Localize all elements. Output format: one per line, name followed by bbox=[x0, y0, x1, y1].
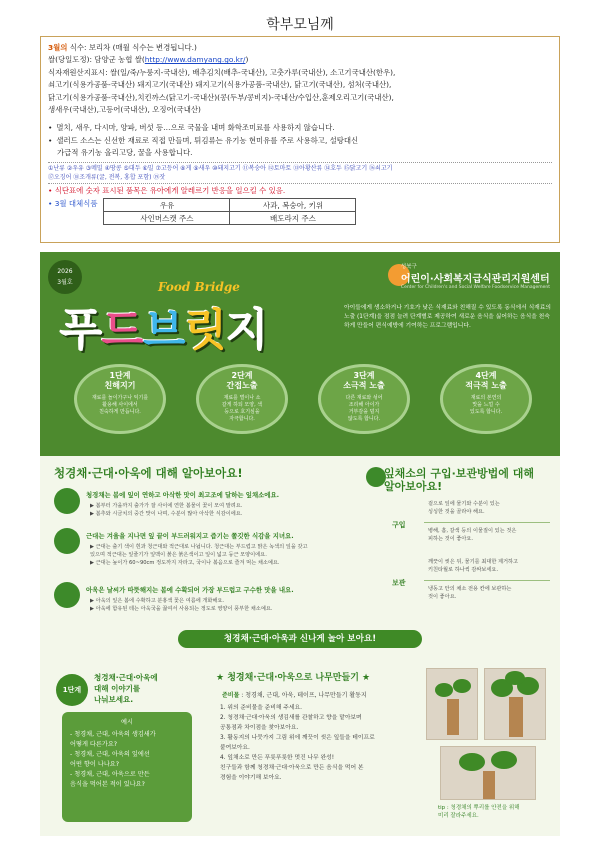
step-line: 4. 잎채소로 만든 푸릇푸릇한 멋진 나무 완성! bbox=[220, 755, 335, 761]
origin-line: 닭고기(식용가공품-국내산),치킨까스(닭고기-국내산)(콩(두부/콩비지)-국내산/수입산,훈제오리고기(국내산), bbox=[48, 92, 394, 102]
stage-card bbox=[318, 364, 410, 434]
buy-keep-title: 잎채소의 구입·보관방법에 대해 알아보아요! bbox=[384, 467, 534, 493]
origin-line: 생새우(국내산),고등어(국내산), 오징어(국내산) bbox=[48, 105, 201, 115]
stage-desc: 다른 재료와 섞어 조리해 아이가 거부감을 덜지 않도록 합니다. bbox=[345, 395, 383, 422]
alt-food-table bbox=[103, 198, 356, 225]
materials-label: 준비물 bbox=[222, 692, 240, 699]
step-line: 경험을 이야기해 보아요. bbox=[220, 775, 282, 781]
chard-desc: ▶ 근대는 출기 색이 흰과 청근대와 적근대로 나뉩니다. 청근대는 부드럽고 맑은 녹색의 잎을 갖고 있으며 적근대는 잎줄기가 잎맥이 붉은 붉은색이고 잎이 넓고 둥근 모양이에요. ▶ 근대는 높이가 60~90cm 정도까지 자라고, 국이나 볶음으로 즐겨 먹는 채소예요. bbox=[90, 544, 308, 566]
activity-banner: 청경채·근대·아욱과 신나게 놀아 보아요! bbox=[178, 630, 422, 648]
example-line: 음식을 먹어본 적이 있나요? bbox=[70, 781, 145, 788]
veg-info-title: 청경채·근대·아욱에 대해 알아보아요! bbox=[54, 466, 243, 480]
stage-title: 2단계 간접노출 bbox=[226, 371, 258, 390]
title-char: 릿 bbox=[184, 305, 227, 356]
stage-title: 4단계 적극적 노출 bbox=[465, 371, 507, 390]
origin-line: 식자재원산지표시: 쌀(일/죽/누룽지-국내산), 배추김치(배추-국내산), 고춧가루(국내산), 소고기국내산(한우), bbox=[48, 67, 396, 77]
org-name: 어린이·사회복지급식관리지원센터 bbox=[400, 274, 550, 285]
example-line: - 청경채, 근대, 아욱으로 만든 bbox=[70, 771, 150, 778]
allergy-line: ①난류 ②우유 ③메밀 ④땅콩 ⑤대두 ⑥밀 ⑦고등어 ⑧게 ⑨새우 ⑩돼지고기 ⑪복숭아 ⑫토마토 ⑬아황산류 ⑭호두 ⑮닭고기 ⑯쇠고기 bbox=[48, 164, 393, 172]
chard-head: 근대는 겨울을 지나면 잎 끝이 부드러워지고 즙기는 쫄깃한 식감을 지녀요. bbox=[86, 532, 294, 540]
step-line: 3. 활동지의 나뭇가지 그림 위에 깨끗이 씻은 잎들을 테이프로 bbox=[220, 735, 375, 741]
notice-box bbox=[40, 36, 560, 243]
divider bbox=[424, 580, 550, 581]
allergy-warning: • 식단표에 숫자 표시된 품목은 유아에게 알레르기 반응을 일으킬 수 있음. bbox=[48, 185, 286, 195]
bok-choy-head: 청경채는 봄에 잎이 연하고 아삭한 맛이 최고조에 달하는 잎채소에요. bbox=[86, 491, 280, 499]
issue-month: 3월호 bbox=[57, 279, 73, 286]
make-tree-title: ★ 청경채·근대·아욱으로 나무만들기 ★ bbox=[216, 673, 371, 683]
food-bridge-poster bbox=[40, 252, 560, 836]
talk-title: 청경채·근대·아욱에 대해 이야기를 나눠보세요. bbox=[94, 673, 158, 704]
step-line: 1. 위의 준비물을 준비해 주세요. bbox=[220, 705, 302, 711]
alt-food-label: • 3월 대체식품 bbox=[48, 199, 98, 209]
table-cell: 우유 bbox=[104, 199, 230, 212]
org-block bbox=[401, 262, 550, 290]
title-char: 브 bbox=[143, 305, 185, 356]
note-item: • 샐러드 소스는 신선한 재료로 직접 만들며, 튀김류는 유기농 현미유를 주로 사용하고, 설탕대신 bbox=[48, 135, 552, 147]
cooking-notes bbox=[48, 122, 552, 147]
stage-card bbox=[74, 364, 166, 434]
example-line: 어떻게 다른가요? bbox=[70, 741, 118, 748]
keep-label: 보관 bbox=[392, 579, 406, 587]
example-line: 어떤 향이 나나요? bbox=[70, 761, 120, 768]
mallow-icon bbox=[54, 582, 80, 608]
make-steps bbox=[220, 704, 420, 784]
org-eng-name: Center for Children's and Social Welfare Foodservice Management bbox=[400, 285, 550, 290]
rice-text: 쌀(당일도정): 담양군 농협 쌀( bbox=[48, 55, 145, 65]
activity-photo bbox=[484, 668, 546, 740]
issue-year: 2026 bbox=[57, 268, 73, 275]
stage-list bbox=[74, 364, 534, 428]
keep-tip: 냉동고 안의 채소 전용 칸에 보관하는 것이 좋아요. bbox=[428, 586, 512, 600]
stage-desc: 재료를 벌이나 소 갈게 하되 모양, 색 등으로 호기심을 자극합니다. bbox=[221, 395, 263, 422]
stage-card bbox=[196, 364, 288, 434]
stage-title: 1단계 친해지기 bbox=[104, 371, 136, 390]
table-cell: 배도라지 주스 bbox=[230, 212, 356, 225]
table-row bbox=[104, 212, 356, 225]
rice-line bbox=[48, 54, 552, 66]
keep-tip: 깨끗이 씻은 뒤, 물기를 최대한 제거하고 키친타월로 하나씩 감싸보세요. bbox=[428, 559, 519, 573]
program-intro: 아이들에게 생소하거나 기호가 낮은 식재료와 친해질 수 있도록 동식에서 식재료의 노출 (1단계)을 점점 늘려 단계별로 제공하여 새로운 음식을 싫어하는 음식을 천숙하게 만들어 편식예방에 기여하는 프로그램입니다. bbox=[344, 305, 551, 329]
month-label: 3월의 bbox=[48, 43, 68, 52]
bok-choy-icon bbox=[54, 488, 80, 514]
activity-photo bbox=[426, 668, 478, 740]
eng-title: Food Bridge bbox=[158, 280, 240, 294]
allergy-line: ⑰오징어 ⑱조개류(굴, 전복, 홍합 포함) ⑲잣 bbox=[48, 173, 166, 181]
water-line bbox=[48, 42, 552, 54]
poster-header bbox=[40, 252, 560, 456]
allergy-list bbox=[48, 162, 552, 184]
page-title: 학부모님께 bbox=[266, 17, 334, 33]
rice-link[interactable]: http://www.damyang.go.kr/ bbox=[144, 55, 246, 65]
mallow-desc: ▶ 아욱의 잎은 봄에 수확하고 분홍색 꽃은 여름에 개화해요. ▶ 아욱에 함유된 테는 아욱국을 끓여서 사용되는 정도로 영양이 풍부한 채소예요. bbox=[90, 598, 273, 612]
stage-title: 3단계 소극적 노출 bbox=[343, 371, 385, 390]
example-line: - 청경채, 근대, 아욱의 잎에선 bbox=[70, 751, 150, 758]
stage-desc: 재료의 본연의 맛을 느낄 수 있도록 합니다. bbox=[469, 395, 503, 415]
table-cell: 사인머스캣 주스 bbox=[104, 212, 230, 225]
chard-icon bbox=[54, 528, 80, 554]
materials-text: : 청경채, 근대, 아욱, 테이프, 나무만들기 활동지 bbox=[239, 692, 367, 699]
table-cell: 사과, 복숭아, 키위 bbox=[230, 199, 356, 212]
example-line: - 청경채, 근대, 아욱의 생김새가 bbox=[70, 731, 156, 738]
alt-food-row bbox=[48, 198, 552, 225]
table-row bbox=[104, 199, 356, 212]
bok-choy-desc: ▶ 봄부터 가을까지 출가가 잘 사이에 연한 봄물이 꽃이 모여 말려요. ▶ 봄추와 시금치의 중간 맛이 나며, 수분이 많아 아삭한 식감이에요. bbox=[90, 503, 243, 517]
org-district: 성북구 bbox=[400, 264, 417, 270]
materials-line bbox=[222, 690, 367, 699]
stage-card bbox=[440, 364, 532, 434]
divider bbox=[424, 522, 550, 523]
title-char: 드 bbox=[101, 305, 144, 356]
example-label: 예시 bbox=[121, 719, 133, 726]
mallow-head: 아욱은 날씨가 따뜻해지는 봄에 수확되어 가장 부드럽고 구수한 맛을 내요. bbox=[86, 586, 294, 594]
buy-label: 구입 bbox=[392, 521, 406, 529]
title-char: 푸 bbox=[60, 305, 102, 356]
note-item: • 멸치, 새우, 다시마, 양파, 버섯 등…으로 국물을 내며 화학조미료를 사용하지 않습니다. bbox=[48, 122, 552, 134]
buy-tip: 겉으로 잎에 물기와 수분이 있는 싱싱한 것을 골라야 해요. bbox=[428, 501, 500, 515]
safety-tip: tip : 청경채의 뿌리를 안전을 위해 미리 잘라주세요. bbox=[438, 805, 520, 819]
step-badge: 1단계 bbox=[56, 674, 88, 706]
step-line: 붙여보아요. bbox=[220, 745, 250, 751]
step-line: 2. 청경채·근대·아욱의 생김새를 관찰하고 향을 맡아보며 bbox=[220, 715, 362, 721]
note-item-cont: 가급적 유기농 올리고당, 꿀을 사용합니다. bbox=[57, 148, 193, 158]
origin-line: 쇠고기(식용가공품-국내산) 돼지고기(국내산) 돼지고기(식용가공품-국내산), 닭고기(국내산), 섬처(국내산), bbox=[48, 80, 392, 90]
step-line: 친구들과 함께 청경채·근대·아욱으로 만든 음식을 먹어 본 bbox=[220, 765, 364, 771]
talk-example-box bbox=[62, 712, 192, 822]
leaf-icon bbox=[366, 467, 386, 487]
title-char: 지 bbox=[226, 305, 268, 356]
water-text: 식수: 보리차 (매월 식수는 변경됩니다.) bbox=[67, 43, 197, 52]
activity-photo bbox=[440, 746, 536, 800]
stage-desc: 재료를 놀이가구나 익기를 활용해 사이에서 친숙하게 만듭니다. bbox=[91, 395, 149, 415]
issue-badge bbox=[48, 260, 82, 294]
rice-text-end: ) bbox=[245, 55, 249, 65]
poster-title bbox=[60, 294, 268, 358]
buy-tip: 병해, 흠, 갈색 등의 이물질이 있는 것은 피하는 것이 좋아요. bbox=[428, 528, 517, 542]
step-line: 공통점과 차이점을 찾아보아요. bbox=[220, 725, 299, 731]
